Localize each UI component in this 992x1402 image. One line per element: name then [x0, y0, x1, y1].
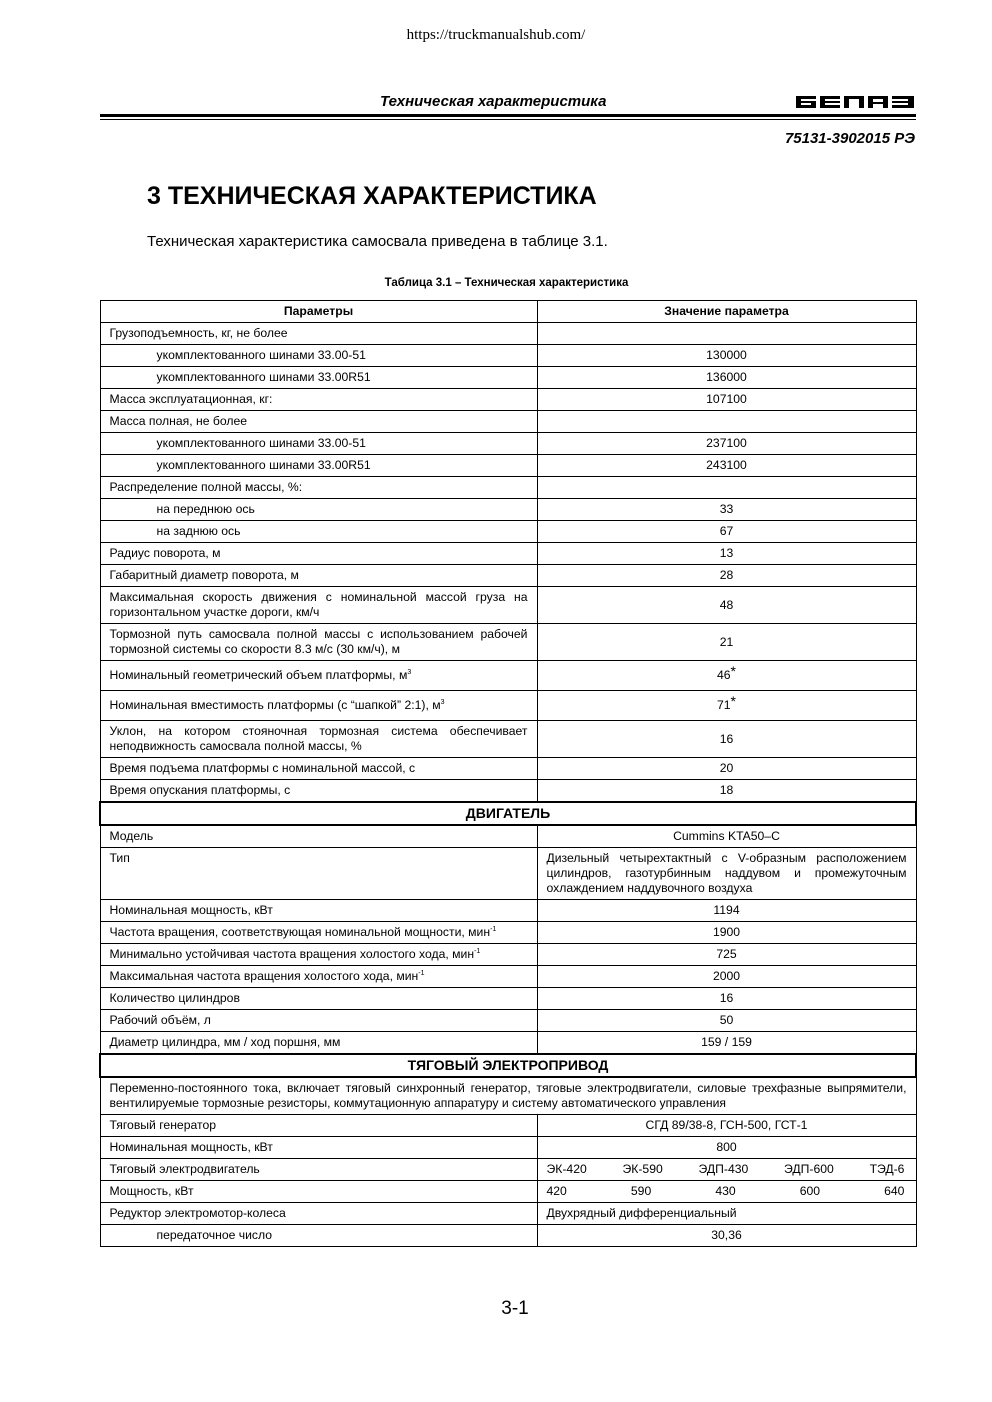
table-row — [100, 988, 916, 1010]
superscript: -1 — [418, 970, 425, 977]
motor-power: 640 — [884, 1184, 905, 1198]
value-cell: Cummins KTA50–C — [537, 825, 916, 848]
footnote-star: * — [730, 693, 736, 709]
table-row — [100, 900, 916, 922]
param-cell: Количество цилиндров — [100, 988, 537, 1010]
param-cell: Номинальная мощность, кВт — [100, 1137, 537, 1159]
intro-paragraph: Техническая характеристика самосвала приведена в таблице 3.1. — [147, 233, 608, 250]
table-row — [100, 624, 916, 661]
value-cell: 28 — [537, 565, 916, 587]
superscript: -1 — [474, 948, 481, 955]
param-cell: укомплектованного шинами 33.00R51 — [100, 367, 537, 389]
param-cell: Тяговый электродвигатель — [100, 1159, 537, 1181]
drive-description: Переменно-постоянного тока, включает тяговый синхронный генератор, тяговые электродвигатели, силовые трехфазные выпрямители, вентилируемые тормозные резисторы, коммутационную аппаратуру и систему автоматического управления — [100, 1077, 916, 1115]
table-header-row — [100, 301, 916, 323]
value-cell: 237100 — [537, 433, 916, 455]
table-row — [100, 1077, 916, 1115]
spec-table — [99, 300, 917, 1247]
table-row — [100, 587, 916, 624]
value-cell: 107100 — [537, 389, 916, 411]
section-title-drive: ТЯГОВЫЙ ЭЛЕКТРОПРИВОД — [100, 1054, 916, 1077]
value-cell: 1194 — [537, 900, 916, 922]
table-row — [100, 1159, 916, 1181]
param-cell: Тормозной путь самосвала полной массы с использованием рабочей тормозной системы со скорости 8.3 м/с (30 км/ч), м — [100, 624, 537, 661]
table-row — [100, 966, 916, 988]
value-cell: 50 — [537, 1010, 916, 1032]
param-cell: на переднюю ось — [100, 499, 537, 521]
belaz-logo — [796, 96, 914, 108]
running-header-title: Техническая характеристика — [380, 93, 607, 110]
motor-type: ЭК-420 — [546, 1162, 587, 1176]
value-cell: 18 — [537, 780, 916, 803]
value-cell — [537, 1181, 916, 1203]
table-row — [100, 411, 916, 433]
table-row — [100, 499, 916, 521]
value-cell: СГД 89/38-8, ГСН-500, ГСТ-1 — [537, 1115, 916, 1137]
table-row — [100, 944, 916, 966]
param-cell: передаточное число — [100, 1225, 537, 1247]
table-row — [100, 1225, 916, 1247]
param-text: Максимальная частота вращения холостого хода, мин — [109, 969, 419, 983]
param-text: Номинальная вместимость платформы (с “шапкой” 2:1), м — [109, 698, 441, 712]
param-cell — [100, 922, 537, 944]
value-cell: 243100 — [537, 455, 916, 477]
section-row-engine — [100, 802, 916, 825]
table-row — [100, 848, 916, 900]
param-cell — [100, 944, 537, 966]
value-cell: 1900 — [537, 922, 916, 944]
param-text: Номинальный геометрический объем платформы, м — [109, 668, 408, 682]
table-row — [100, 323, 916, 345]
table-row — [100, 477, 916, 499]
param-cell: Время подъема платформы с номинальной массой, с — [100, 758, 537, 780]
value-cell: Двухрядный дифференциальный — [537, 1203, 916, 1225]
value-cell: 33 — [537, 499, 916, 521]
section-row-drive — [100, 1054, 916, 1077]
value-cell: 30,36 — [537, 1225, 916, 1247]
param-cell: Модель — [100, 825, 537, 848]
value-cell: 48 — [537, 587, 916, 624]
value-cell — [537, 1159, 916, 1181]
table-row — [100, 345, 916, 367]
source-url[interactable]: https://truckmanualshub.com/ — [406, 27, 586, 43]
param-cell: Номинальная мощность, кВт — [100, 900, 537, 922]
param-cell: Грузоподъемность, кг, не более — [100, 323, 537, 345]
motor-list — [547, 1162, 907, 1177]
value-cell: 16 — [537, 988, 916, 1010]
table-row — [100, 721, 916, 758]
header-rule-thin — [100, 119, 916, 120]
value-cell: 67 — [537, 521, 916, 543]
table-row — [100, 825, 916, 848]
superscript: 3 — [407, 669, 412, 676]
motor-power-list — [547, 1184, 907, 1199]
motor-type: ТЭД-6 — [869, 1162, 905, 1176]
footnote-star: * — [730, 663, 736, 679]
motor-type: ЭДП-600 — [784, 1162, 834, 1176]
table-row — [100, 1137, 916, 1159]
param-cell — [100, 661, 537, 691]
param-cell: Рабочий объём, л — [100, 1010, 537, 1032]
param-cell: укомплектованного шинами 33.00R51 — [100, 455, 537, 477]
value-text: 71 — [716, 698, 731, 712]
value-cell — [537, 477, 916, 499]
value-cell: 2000 — [537, 966, 916, 988]
param-cell: Распределение полной массы, %: — [100, 477, 537, 499]
header-rule-thick — [100, 114, 916, 117]
value-cell — [537, 691, 916, 721]
superscript: 3 — [440, 699, 445, 706]
table-row — [100, 1203, 916, 1225]
table-row — [100, 565, 916, 587]
value-cell: 159 / 159 — [537, 1032, 916, 1055]
table-row — [100, 1115, 916, 1137]
superscript: -1 — [490, 926, 497, 933]
table-row — [100, 1032, 916, 1055]
column-header-parameters: Параметры — [100, 301, 537, 323]
motor-power: 590 — [630, 1184, 652, 1198]
motor-power: 420 — [546, 1184, 567, 1198]
param-cell: укомплектованного шинами 33.00-51 — [100, 345, 537, 367]
motor-type: ЭК-590 — [622, 1162, 663, 1176]
param-cell: на заднюю ось — [100, 521, 537, 543]
table-row — [100, 780, 916, 803]
table-row — [100, 1010, 916, 1032]
table-caption: Таблица 3.1 – Техническая характеристика — [384, 277, 629, 289]
table-row — [100, 1181, 916, 1203]
motor-power: 600 — [799, 1184, 821, 1198]
value-cell — [537, 323, 916, 345]
section-heading: 3 ТЕХНИЧЕСКАЯ ХАРАКТЕРИСТИКА — [147, 182, 597, 210]
table-row — [100, 661, 916, 691]
value-cell: 21 — [537, 624, 916, 661]
param-cell: Тип — [100, 848, 537, 900]
param-cell: укомплектованного шинами 33.00-51 — [100, 433, 537, 455]
param-cell: Радиус поворота, м — [100, 543, 537, 565]
param-cell: Мощность, кВт — [100, 1181, 537, 1203]
value-cell: Дизельный четырехтактный с V-образным расположением цилиндров, газотурбинным наддувом и промежуточным охлаждением наддувочного воздуха — [537, 848, 916, 900]
table-row — [100, 691, 916, 721]
value-cell: 136000 — [537, 367, 916, 389]
table-row — [100, 455, 916, 477]
param-text: Частота вращения, соответствующая номинальной мощности, мин — [109, 925, 491, 939]
column-header-value: Значение параметра — [537, 301, 916, 323]
param-cell: Максимальная скорость движения с номинальной массой груза на горизонтальном участке дороги, км/ч — [100, 587, 537, 624]
param-cell: Масса эксплуатационная, кг: — [100, 389, 537, 411]
page-number: 3-1 — [501, 1298, 529, 1319]
param-text: Минимально устойчивая частота вращения холостого хода, мин — [109, 947, 475, 961]
param-cell: Габаритный диаметр поворота, м — [100, 565, 537, 587]
document-number: 75131-3902015 РЭ — [784, 130, 915, 147]
value-cell: 800 — [537, 1137, 916, 1159]
table-row — [100, 433, 916, 455]
value-cell: 130000 — [537, 345, 916, 367]
value-text: 46 — [716, 668, 731, 682]
table-row — [100, 367, 916, 389]
table-row — [100, 543, 916, 565]
param-cell: Масса полная, не более — [100, 411, 537, 433]
value-cell: 20 — [537, 758, 916, 780]
motor-power: 430 — [715, 1184, 736, 1198]
param-cell: Время опускания платформы, с — [100, 780, 537, 803]
motor-type: ЭДП-430 — [698, 1162, 749, 1176]
table-row — [100, 389, 916, 411]
param-cell: Уклон, на котором стояночная тормозная система обеспечивает неподвижность самосвала полной массы, % — [100, 721, 537, 758]
value-cell — [537, 661, 916, 691]
table-row — [100, 758, 916, 780]
table-row — [100, 922, 916, 944]
param-cell: Диаметр цилиндра, мм / ход поршня, мм — [100, 1032, 537, 1055]
table-row — [100, 521, 916, 543]
value-cell: 16 — [537, 721, 916, 758]
param-cell: Редуктор электромотор-колеса — [100, 1203, 537, 1225]
param-cell: Тяговый генератор — [100, 1115, 537, 1137]
param-cell — [100, 966, 537, 988]
value-cell: 725 — [537, 944, 916, 966]
param-cell — [100, 691, 537, 721]
value-cell — [537, 411, 916, 433]
section-title-engine: ДВИГАТЕЛЬ — [100, 802, 916, 825]
value-cell: 13 — [537, 543, 916, 565]
